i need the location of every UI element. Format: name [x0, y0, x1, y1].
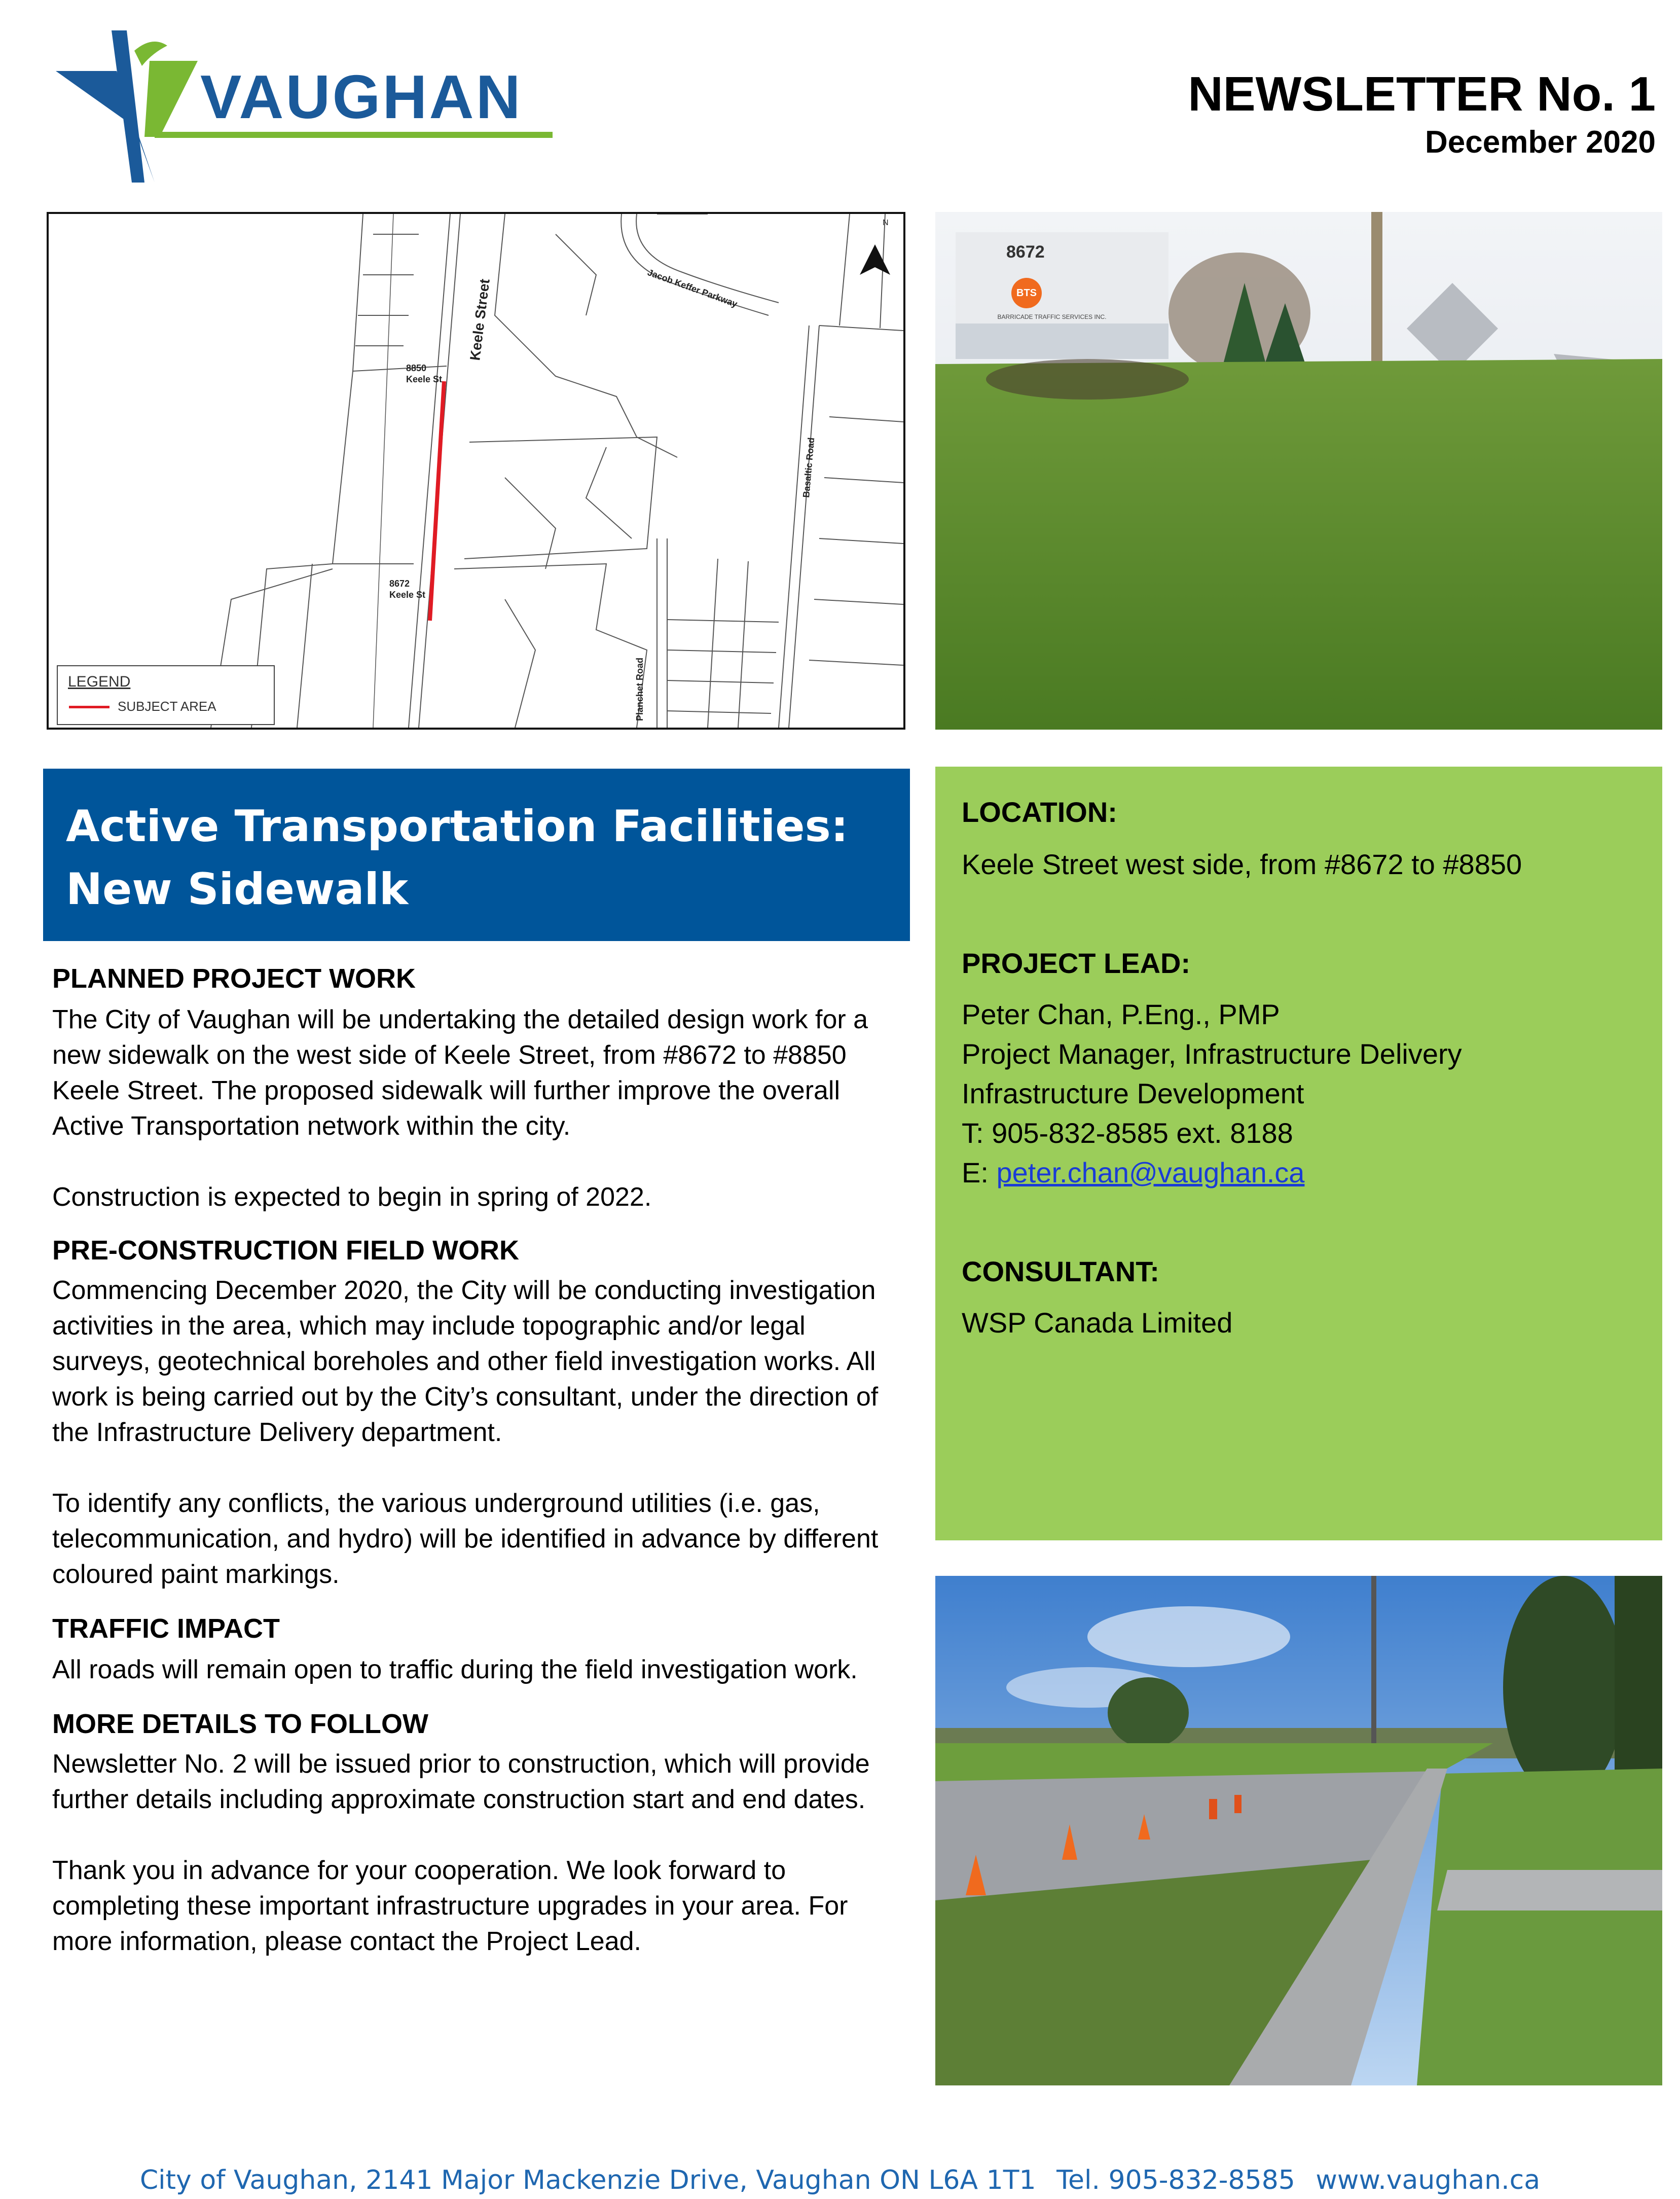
- legend-line-swatch: [69, 706, 109, 708]
- section-body-planned-2: Construction is expected to begin in spring of 2022.: [52, 1182, 652, 1212]
- section-heading-planned: PLANNED PROJECT WORK: [52, 963, 416, 994]
- location-heading: LOCATION:: [962, 796, 1117, 828]
- section-heading-more: MORE DETAILS TO FOLLOW: [52, 1709, 428, 1739]
- section-body-planned: The City of Vaughan will be undertaking the detailed design work for a new sidewalk on the west side of Keele Street, from #8672 to #8850 Keele Street. The proposed sidewalk will further improve the overall Active Transportation network within the city.: [52, 1005, 868, 1141]
- address-north-street: Keele St: [406, 374, 443, 384]
- project-lead-title: Project Manager, Infrastructure Delivery: [962, 1038, 1462, 1070]
- project-lead-name: Peter Chan, P.Eng., PMP: [962, 998, 1280, 1030]
- map-labels: [49, 214, 903, 728]
- footer-website[interactable]: www.vaughan.ca: [1316, 2165, 1541, 2195]
- newsletter-date: December 2020: [1425, 125, 1656, 160]
- footer-address: City of Vaughan, 2141 Major Mackenzie Drive, Vaughan ON L6A 1T1: [139, 2165, 1036, 2195]
- address-south-street: Keele St: [389, 590, 426, 600]
- title-line-1: Active Transportation Facilities:: [66, 801, 849, 852]
- address-north-number: 8850: [406, 363, 427, 373]
- project-lead-heading: PROJECT LEAD:: [962, 947, 1191, 979]
- company-sign-badge: BTS: [1011, 278, 1042, 308]
- location-map: [47, 212, 905, 730]
- logo-underline: [155, 132, 553, 138]
- map-legend: [57, 665, 275, 725]
- street-label-keele: Keele Street: [467, 278, 493, 362]
- project-info-box: [935, 767, 1662, 1540]
- footer-phone: Tel. 905-832-8585: [1056, 2165, 1295, 2195]
- project-lead-email-link[interactable]: peter.chan@vaughan.ca: [996, 1157, 1305, 1188]
- section-body-more: Newsletter No. 2 will be issued prior to construction, which will provide further details including approximate construction start and end dates.: [52, 1749, 870, 1814]
- section-body-more-2: Thank you in advance for your cooperation. We look forward to completing these important infrastructure upgrades in your area. For more information, please contact the Project Lead.: [52, 1856, 848, 1956]
- section-body-preconstruction: Commencing December 2020, the City will be conducting investigation activities in the area, which may include topographic and/or legal surveys, geotechnical boreholes and other field investigation works. All work is being carried out by the City’s consultant, under the direction of the Infrastructure Delivery department.: [52, 1276, 879, 1447]
- section-body-traffic: All roads will remain open to traffic during the field investigation work.: [52, 1655, 858, 1684]
- section-heading-preconstruction: PRE-CONSTRUCTION FIELD WORK: [52, 1235, 519, 1266]
- newsletter-title: NEWSLETTER No. 1: [1188, 67, 1656, 121]
- address-south-number: 8672: [389, 579, 410, 589]
- street-label-planchet: Planchet Road: [635, 657, 645, 721]
- legend-label: SUBJECT AREA: [118, 699, 216, 714]
- project-lead-email-line: [962, 1153, 1638, 1193]
- company-sign-text: BARRICADE TRAFFIC SERVICES INC.: [997, 313, 1107, 320]
- section-heading-traffic: TRAFFIC IMPACT: [52, 1613, 280, 1644]
- logo-wordmark: VAUGHAN: [200, 62, 523, 131]
- consultant-heading: CONSULTANT:: [962, 1255, 1159, 1287]
- north-label: N: [883, 219, 889, 227]
- project-lead-phone: T: 905-832-8585 ext. 8188: [962, 1117, 1293, 1149]
- email-prefix: E:: [962, 1157, 997, 1188]
- title-box: [43, 769, 910, 941]
- project-lead-dept: Infrastructure Development: [962, 1077, 1304, 1109]
- street-label-jacob: Jacob Keffer Parkway: [646, 267, 739, 309]
- logo-green-shape: [144, 61, 198, 137]
- building-number: 8672: [1006, 242, 1045, 262]
- title-line-2: New Sidewalk: [66, 864, 409, 915]
- street-label-basaltic: Basaltic Road: [801, 437, 817, 498]
- section-body-preconstruction-2: To identify any conflicts, the various underground utilities (i.e. gas, telecommunication, and hydro) will be identified in advance by different coloured paint markings.: [52, 1489, 879, 1589]
- site-photo-bottom: [935, 1576, 1662, 2085]
- site-photo-top: [935, 212, 1662, 730]
- legend-title: LEGEND: [68, 673, 131, 690]
- page-title: [66, 795, 887, 921]
- main-content: [52, 961, 904, 1959]
- location-body: Keele Street west side, from #8672 to #8850: [962, 848, 1522, 880]
- consultant-body: WSP Canada Limited: [962, 1307, 1233, 1339]
- footer-contact: [0, 2165, 1680, 2195]
